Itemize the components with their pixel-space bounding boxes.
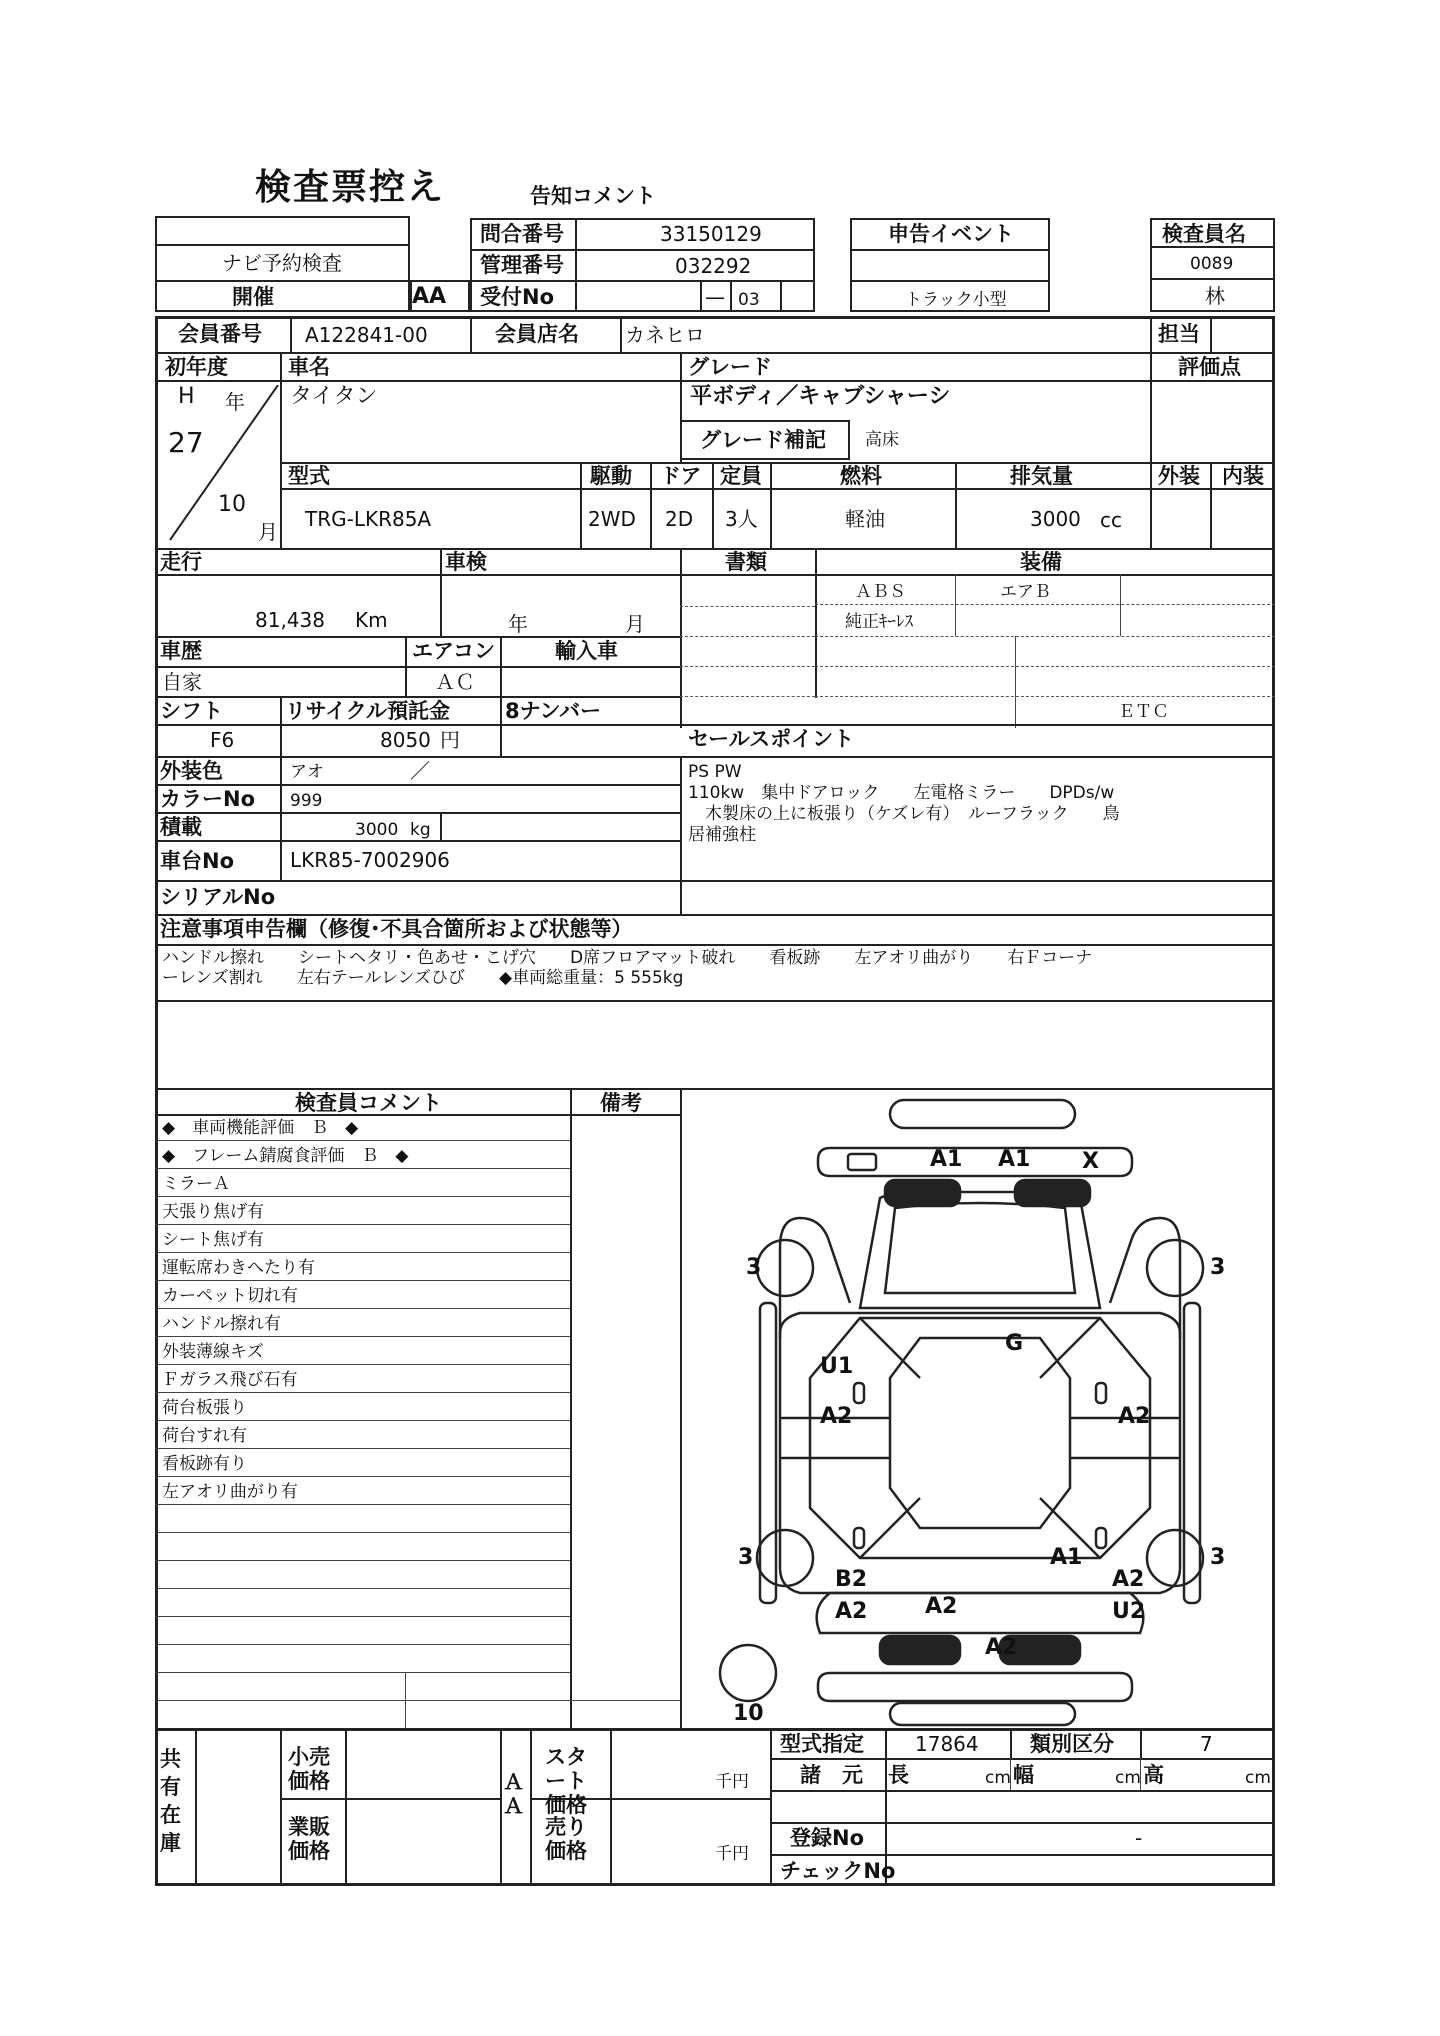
year-value: 27 [168, 426, 204, 459]
interior-label: 内装 [1222, 464, 1264, 488]
chassis-label: 車台No [160, 849, 235, 873]
aa-label: ＡＡ [503, 1770, 524, 1818]
equipment-label: 装備 [1020, 550, 1062, 574]
width-label: 幅 [1013, 1763, 1034, 1787]
load-value: 3000 [355, 820, 399, 840]
exterior-label: 外装 [1158, 464, 1200, 488]
comment-item-11: 荷台板張り [162, 1398, 247, 1418]
mark-spare-10: 10 [733, 1701, 764, 1726]
mark-a2-left: A2 [820, 1404, 853, 1429]
grade-note-label: グレード補記 [700, 428, 826, 452]
ac-value: ＡＣ [435, 670, 475, 694]
member-no-label: 会員番号 [178, 322, 262, 346]
history-value: 自家 [162, 670, 202, 694]
length-unit: cm [985, 1768, 1011, 1788]
comment-item-9: 外装薄線キズ [162, 1342, 264, 1362]
comment-item-8: ハンドル擦れ有 [162, 1314, 281, 1334]
shop-name: カネヒロ [625, 323, 705, 347]
equipment-abs: ＡＢＳ [855, 582, 906, 602]
shop-label: 会員店名 [495, 322, 579, 346]
event-label: 申告イベント [888, 222, 1014, 246]
inquiry-label: 問合番号 [480, 222, 564, 246]
remarks-label: 備考 [600, 1091, 642, 1115]
category-value: 7 [1200, 1732, 1213, 1756]
tanto-label: 担当 [1158, 322, 1200, 346]
mark-a2-right: A2 [1118, 1404, 1151, 1429]
exterior-color-label: 外装色 [160, 759, 223, 783]
documents-label: 書類 [725, 550, 767, 574]
comment-item-10: Ｆガラス飛び石有 [162, 1370, 298, 1390]
mark-b2: B2 [835, 1567, 868, 1592]
capacity-value: 3人 [725, 507, 758, 531]
comment-item-3: ミラーＡ [162, 1174, 230, 1194]
load-label: 積載 [160, 815, 202, 839]
mark-front-a1-left: A1 [930, 1147, 963, 1172]
event-value: トラック小型 [905, 290, 1007, 310]
category-label: 類別区分 [1030, 1732, 1114, 1756]
fuel-value: 軽油 [845, 507, 885, 531]
chassis-no: LKR85-7002906 [290, 848, 450, 872]
import-label: 輸入車 [555, 639, 618, 663]
model-label: 型式 [288, 464, 330, 488]
registration-value: - [1135, 1826, 1143, 1850]
navi-value: ナビ予約検査 [222, 251, 342, 275]
wholesale-label: 業販価格 [288, 1815, 330, 1863]
mark-a2-rear-center: A2 [925, 1594, 958, 1619]
comment-item-7: カーペット切れ有 [162, 1286, 298, 1306]
color-no: 999 [290, 791, 323, 811]
dimensions-label: 諸 元 [800, 1763, 863, 1787]
history-label: 車歴 [160, 639, 202, 663]
ac-label: エアコン [412, 639, 495, 663]
shift-label: シフト [160, 699, 223, 723]
mark-wheel-rear-right: 3 [1210, 1545, 1226, 1570]
displacement-label: 排気量 [1010, 464, 1073, 488]
year-unit: 年 [225, 390, 245, 414]
mark-front-a1-right: A1 [998, 1147, 1031, 1172]
shaken-month: 月 [625, 612, 645, 636]
inspector-code: 0089 [1190, 254, 1234, 274]
score-label: 評価点 [1178, 355, 1241, 379]
shift-value: F6 [210, 728, 235, 752]
mark-u1: U1 [820, 1354, 854, 1379]
reception-dash: — [705, 285, 725, 309]
month-value: 10 [218, 492, 246, 517]
reception-label: 受付No [480, 285, 555, 309]
inspector-name: 林 [1205, 284, 1225, 308]
fuel-label: 燃料 [840, 464, 882, 488]
era: H [178, 384, 195, 409]
comment-item-12: 荷台すれ有 [162, 1426, 247, 1446]
length-label: 長 [888, 1763, 909, 1787]
recycle-value: 8050 [380, 728, 431, 752]
capacity-label: 定員 [720, 464, 762, 488]
manage-value: 032292 [675, 254, 752, 278]
equipment-keyless: 純正ｷｰﾚｽ [845, 612, 913, 632]
drive-label: 駆動 [590, 464, 632, 488]
notice-comment-label: 告知コメント [530, 184, 656, 208]
displacement-value: 3000 [1030, 507, 1081, 531]
shared-stock-label: 共有在庫 [160, 1747, 181, 1855]
height-label: 高 [1143, 1763, 1164, 1787]
start-label: スタート価格 [545, 1745, 587, 1817]
type-designation: 17864 [915, 1732, 979, 1756]
mark-wheel-front-left: 3 [746, 1255, 762, 1280]
comment-item-1: ◆ 車両機能評価 Ｂ ◆ [162, 1118, 359, 1138]
model-value: TRG-LKR85A [305, 507, 432, 531]
sell-label: 売り価格 [545, 1815, 587, 1863]
comment-item-6: 運転席わきへたり有 [162, 1258, 315, 1278]
comment-item-2: ◆ フレーム錆腐食評価 Ｂ ◆ [162, 1146, 409, 1166]
reception-value: 03 [738, 290, 760, 310]
exterior-color: アオ [290, 762, 324, 782]
mark-a1-rear: A1 [1050, 1545, 1083, 1570]
check-label: チェックNo [780, 1859, 896, 1883]
retail-label: 小売価格 [288, 1745, 330, 1793]
grade-value: 平ボディ／キャブシャーシ [690, 384, 951, 409]
manage-label: 管理番号 [480, 253, 564, 277]
inspector-label: 検査員名 [1162, 222, 1246, 246]
mark-a2-rear-right: A2 [1112, 1567, 1145, 1592]
sales-point-line-4: 居補強柱 [688, 825, 756, 845]
sell-unit: 千円 [715, 1844, 749, 1864]
first-reg-label: 初年度 [165, 355, 228, 379]
kaisai-label: 開催 [232, 285, 274, 309]
mark-front-x: X [1082, 1149, 1099, 1174]
notes-label: 注意事項申告欄（修復･不具合箇所および状態等） [160, 917, 633, 941]
mileage-label: 走行 [160, 550, 202, 574]
start-unit: 千円 [715, 1772, 749, 1792]
date-slash [160, 385, 280, 545]
comment-item-5: シート焦げ有 [162, 1230, 264, 1250]
eight-number-label: 8ナンバー [505, 699, 602, 723]
sales-point-line-2: 110kw 集中ドアロック 左電格ミラー DPDs/w [688, 783, 1115, 803]
sales-point-label: セールスポイント [688, 727, 855, 751]
color-no-label: カラーNo [160, 787, 256, 811]
type-designation-label: 型式指定 [780, 1732, 864, 1756]
comment-item-4: 天張り焦げ有 [162, 1202, 264, 1222]
comment-item-14: 左アオリ曲がり有 [162, 1482, 298, 1502]
inquiry-value: 33150129 [660, 222, 762, 246]
grade-label: グレード [688, 355, 772, 379]
exterior-slash: ／ [410, 759, 430, 783]
door-value: 2D [665, 507, 694, 531]
load-unit: kg [410, 820, 431, 840]
sales-point-line-1: PS PW [688, 762, 742, 782]
car-name: タイタン [290, 384, 378, 409]
notes-line-2: ーレンズ割れ 左右テールレンズひび ◆車両総重量：5 555kg [162, 968, 684, 988]
mark-wheel-front-right: 3 [1210, 1255, 1226, 1280]
shaken-label: 車検 [445, 550, 487, 574]
mark-a2-tail: A2 [985, 1635, 1018, 1660]
displacement-unit: cc [1100, 508, 1122, 532]
mileage-unit: Km [355, 608, 388, 632]
kaisai-value: AA [412, 284, 447, 309]
month-unit: 月 [258, 520, 278, 544]
drive-value: 2WD [588, 507, 636, 531]
equipment-airbag: エアＢ [1000, 582, 1051, 602]
mileage-value: 81,438 [255, 608, 325, 632]
width-unit: cm [1115, 1768, 1141, 1788]
registration-label: 登録No [790, 1826, 865, 1850]
notes-line-1: ハンドル擦れ シートヘタリ・色あせ・こげ穴 D席フロアマット破れ 看板跡 左アオリ曲がり 右Ｆコーナ [162, 948, 1093, 968]
page-title: 検査票控え [255, 167, 446, 208]
door-label: ドア [660, 464, 702, 488]
shaken-year: 年 [508, 612, 528, 636]
mark-g: G [1005, 1331, 1024, 1356]
sales-point-line-3: 木製床の上に板張り（ケズレ有） ルーフラック 鳥 [688, 804, 1120, 824]
serial-label: シリアルNo [160, 885, 276, 909]
mark-a2-rear-left: A2 [835, 1599, 868, 1624]
recycle-label: リサイクル預託金 [285, 699, 451, 723]
inspector-comments-label: 検査員コメント [295, 1091, 442, 1115]
member-no: A122841-00 [305, 323, 428, 347]
car-name-label: 車名 [288, 355, 330, 379]
recycle-unit: 円 [440, 728, 460, 752]
grade-note: 高床 [865, 430, 899, 450]
comment-item-13: 看板跡有り [162, 1454, 247, 1474]
damage-diagram [680, 1088, 1275, 1728]
equipment-etc: ＥＴＣ [1118, 702, 1169, 722]
mark-u2: U2 [1112, 1599, 1146, 1624]
mark-wheel-rear-left: 3 [738, 1545, 754, 1570]
height-unit: cm [1245, 1768, 1271, 1788]
